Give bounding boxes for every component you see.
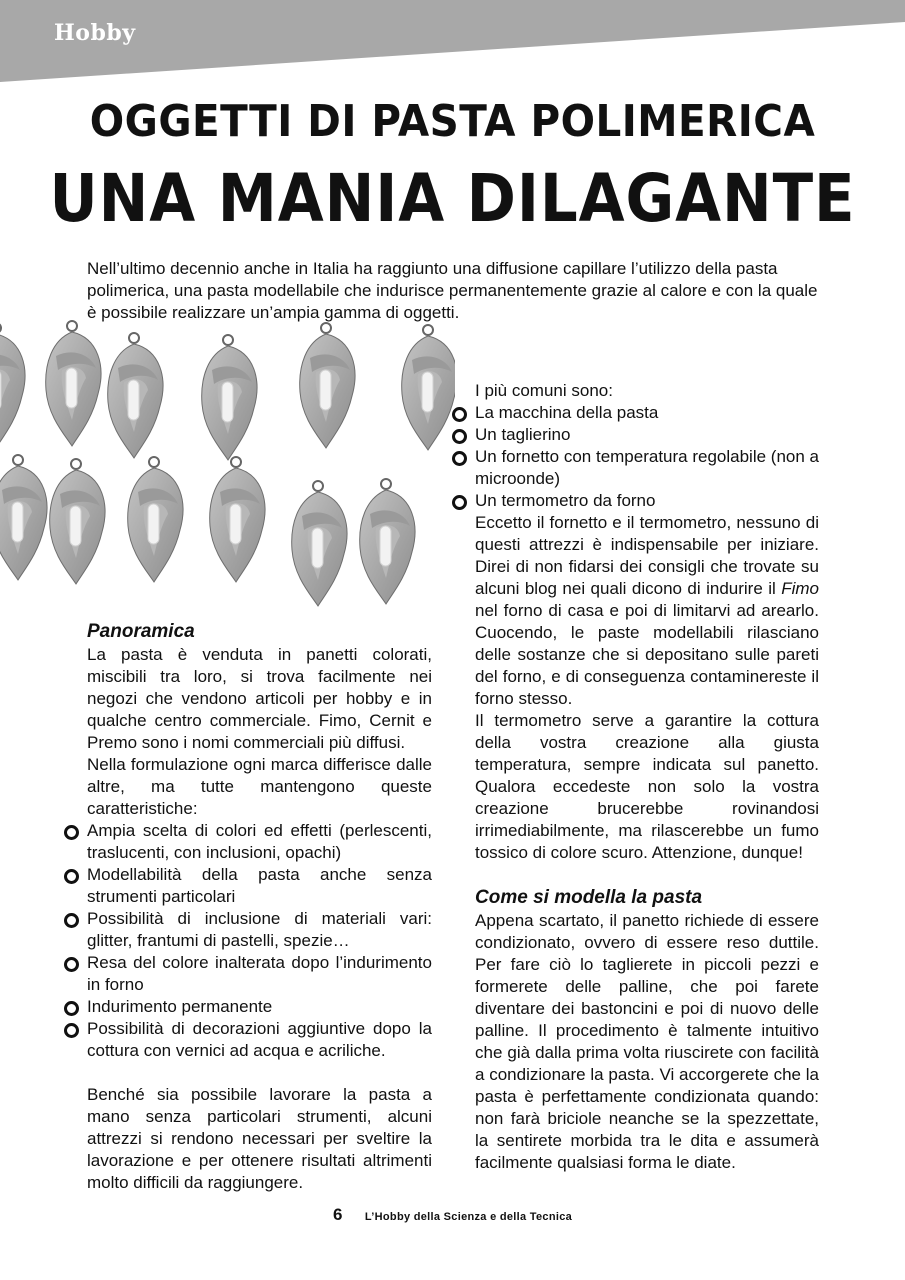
list-item: Indurimento permanente xyxy=(87,996,432,1018)
list-item: La macchina della pasta xyxy=(475,402,819,424)
page-number: 6 xyxy=(332,1205,343,1224)
bullet-icon xyxy=(452,429,467,444)
bullet-icon xyxy=(452,495,467,510)
magazine-title: L’Hobby della Scienza e della Tecnica xyxy=(364,1211,573,1223)
bullet-icon xyxy=(64,869,79,884)
tools-list xyxy=(475,402,819,512)
title-line-2: UNA MANIA DILAGANTE xyxy=(49,160,856,237)
paragraph: La pasta è venduta in panetti colorati, miscibili tra loro, si trova facilmente nei negozi che vendono articoli per hobby e in qualche centro commerciale. Fimo, Cernit e Premo sono i nomi commerciali più diffusi. xyxy=(87,645,432,752)
calla-lily-charms-photo xyxy=(0,320,455,620)
list-item: Ampia scelta di colori ed effetti (perlescenti, traslucenti, con inclusioni, opachi) xyxy=(87,820,432,864)
characteristics-list xyxy=(87,820,432,1062)
heading-panoramica: Panoramica xyxy=(87,621,195,642)
intro-paragraph: Nell’ultimo decennio anche in Italia ha raggiunto una diffusione capillare l’utilizzo della pasta polimerica, una pasta modellabile che indurisce permanentemente grazie al calore e con la quale è possibile realizzare un’ampia gamma di oggetti. xyxy=(87,259,818,322)
list-item: Possibilità di inclusione di materiali vari: glitter, frantumi di pastelli, spezie… xyxy=(87,908,432,952)
bullet-icon xyxy=(452,451,467,466)
bullet-icon xyxy=(452,407,467,422)
paragraph: Il termometro serve a garantire la cottura della vostra creazione alla giusta temperatura, sempre indicata sul panetto. Qualora eccedeste non solo la vostra creazione brucerebbe rovinandosi irrimediabilmente, ma rilascerebbe un fumo tossico di colore scuro. Attenzione, dunque! xyxy=(475,711,819,862)
list-item: Un termometro da forno xyxy=(475,490,819,512)
bullet-icon xyxy=(64,957,79,972)
list-item: Resa del colore inalterata dopo l’indurimento in forno xyxy=(87,952,432,996)
list-item: Un fornetto con temperatura regolabile (non a microonde) xyxy=(475,446,819,490)
heading-come-si-modella: Come si modella la pasta xyxy=(475,887,703,908)
list-item: Un taglierino xyxy=(475,424,819,446)
paragraph: Eccetto il fornetto e il termometro, nessuno di questi attrezzi è indispensabile per iniziare. Direi di non fidarsi dei consigli che trovate su alcuni blog nei quali dicono di indurire il Fimo nel forno di casa e poi di limitarvi ad arearlo. Cuocendo, le paste modellabili rilasciano delle sostanze che si depositano sulle pareti del forno, e di conseguenza contaminereste il forno stesso. xyxy=(475,513,819,708)
title-line-1: OGGETTI DI PASTA POLIMERICA xyxy=(89,96,816,147)
list-item: Modellabilità della pasta anche senza strumenti particolari xyxy=(87,864,432,908)
paragraph: Benché sia possibile lavorare la pasta a mano senza particolari strumenti, alcuni attrezzi si rendono necessari per sveltire la lavorazione e per ottenere risultati altrimenti molto difficili da raggiungere. xyxy=(87,1085,432,1192)
footer xyxy=(0,1205,905,1225)
tools-lead: I più comuni sono: xyxy=(475,381,613,400)
section-tag: Hobby xyxy=(54,20,136,46)
paragraph: Appena scartato, il panetto richiede di essere condizionato, ovvero di essere reso duttile. Per fare ciò lo taglierete in piccoli pezzi e formerete delle palline, che poi farete diventare dei bastoncini e poi di nuovo delle palline. Il procedimento è talmente intuitivo che già dalla prima volta riuscirete con facilità a condizionare la pasta. Vi accorgerete che la pasta è perfettamente condizionata quando: non farà briciole neanche se la spezzettate, la sentirete morbida tra le dita e assumerà facilmente qualsiasi forma le diate. xyxy=(475,911,819,1172)
bullet-icon xyxy=(64,913,79,928)
paragraph: Nella formulazione ogni marca differisce dalle altre, ma tutte mantengono queste caratteristiche: xyxy=(87,755,432,818)
bullet-icon xyxy=(64,825,79,840)
bullet-icon xyxy=(64,1001,79,1016)
left-column xyxy=(87,620,432,1194)
right-column xyxy=(475,380,819,1174)
bullet-icon xyxy=(64,1023,79,1038)
list-item: Possibilità di decorazioni aggiuntive dopo la cottura con vernici ad acqua e acriliche. xyxy=(87,1018,432,1062)
